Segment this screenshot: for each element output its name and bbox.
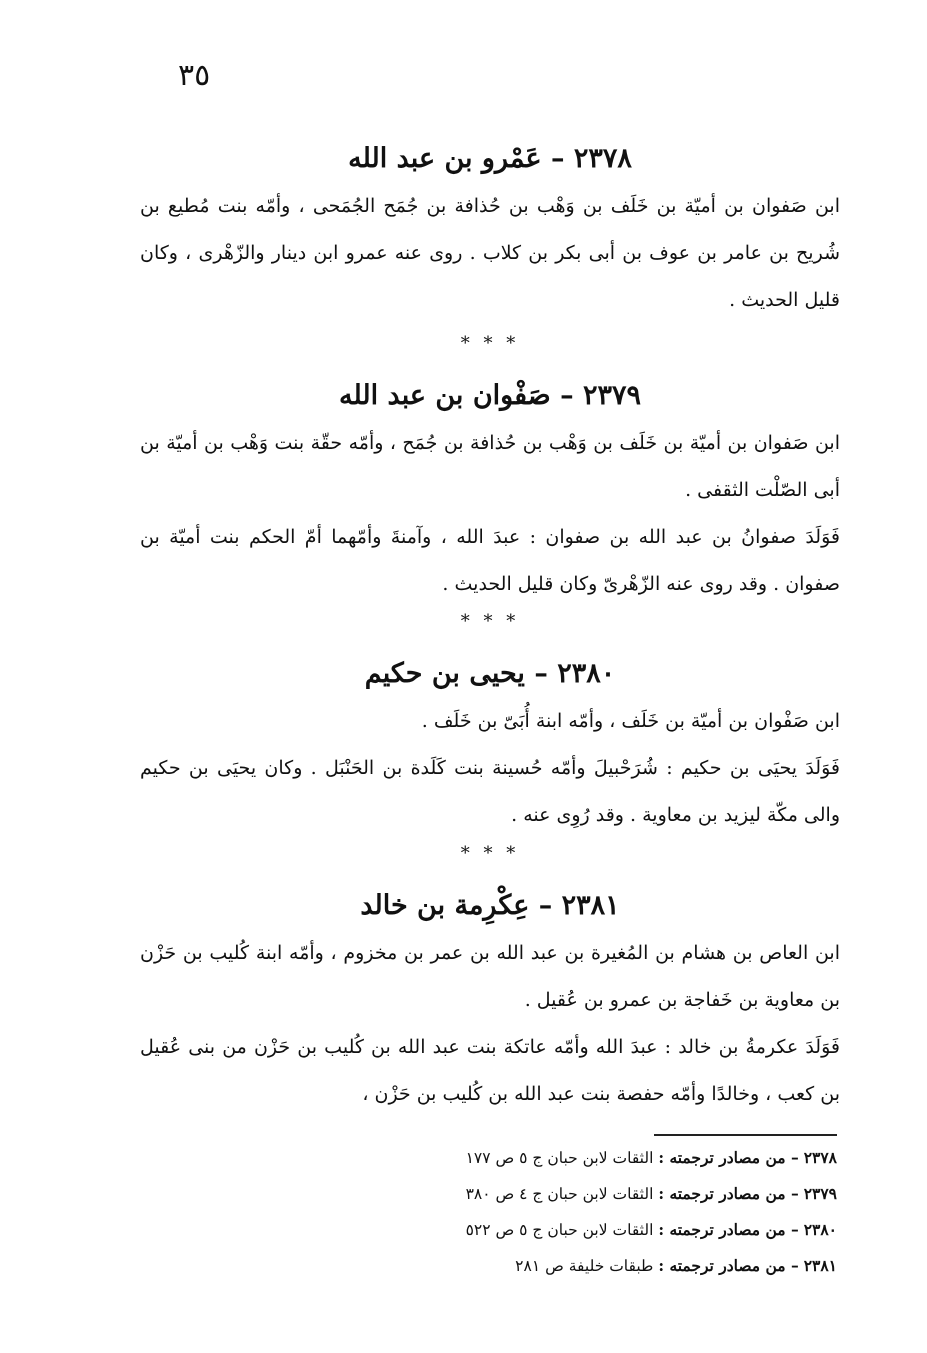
entry-2378	[140, 135, 840, 324]
footnote-row	[300, 1140, 837, 1176]
separator-stars: * * *	[460, 333, 520, 354]
footnote-label: – من مصادر ترجمته :	[658, 1148, 799, 1167]
footnote-text: الثقات لابن حبان ج ٥ ص ٥٢٢	[465, 1221, 654, 1239]
separator	[140, 836, 840, 872]
footnote-number: ٢٣٨١	[803, 1256, 837, 1275]
entry-paragraph: ابن العاص بن هشام بن المُغيرة بن عبد الله بن عمر بن مخزوم ، وأمّه ابنة كُليب بن حَزْن بن معاوية بن خَفاجة بن عمرو بن عُقيل .	[140, 942, 840, 1011]
footnote-row	[300, 1212, 837, 1248]
entry-paragraph: ابن صَفوان بن أميّة بن خَلَف بن وَهْب بن حُذافة بن جُمَح ، وأمّه حقّة بنت وَهْب بن أميّة بن أبى الصّلْت الثقفى .	[140, 432, 840, 501]
footnote-label: – من مصادر ترجمته :	[658, 1256, 799, 1275]
entry-2380	[140, 650, 840, 839]
footnote-number: ٢٣٧٨	[803, 1148, 837, 1167]
entry-paragraph: فَوَلَدَ يحيَى بن حكيم : شُرَحْبيلَ وأمّه حُسينة بنت كَلَدة بن الحَنْبَل . وكان يحيَى بن حكيم والى مكّة ليزيد بن معاوية . وقد رُوِى عنه .	[140, 757, 840, 826]
footnote-row	[300, 1248, 837, 1284]
entry-paragraph: ابن صَفْوان بن أميّة بن خَلَف ، وأمّه ابنة أُبَىّ بن خَلَف .	[421, 710, 840, 732]
entry-2381	[140, 882, 840, 1118]
entry-paragraph: ابن صَفوان بن أميّة بن خَلَف بن وَهْب بن حُذافة بن جُمَح الجُمَحى ، وأمّه بنت مُطيع بن شُريح بن عامر بن عوف بن أبى بكر بن كلاب . روى عنه عمرو ابن دينار والزّهْرى ، وكان قليل الحديث .	[140, 195, 840, 311]
entry-heading: ٢٣٨٠ – يحيى بن حكيم	[364, 658, 616, 689]
entry-paragraph: فَوَلَدَ عكرمةُ بن خالد : عبدَ الله وأمّه عاتكة بنت عبد الله بن كُليب بن حَزْن من بنى عُقيل بن كعب ، وخالدًا وأمّه حفصة بنت عبد الله بن كُليب بن حَزْن ،	[140, 1036, 840, 1105]
footnote-text: الثقات لابن حبان ج ٤ ص ٣٨٠	[465, 1185, 654, 1203]
entry-2379	[140, 372, 840, 608]
page-number: ٣٥	[178, 58, 211, 93]
separator	[140, 604, 840, 640]
entry-heading: ٢٣٧٨ – عَمْرو بن عبد الله	[348, 143, 632, 174]
footnotes	[300, 1140, 837, 1284]
footnote-label: – من مصادر ترجمته :	[658, 1220, 799, 1239]
footnote-rule	[654, 1134, 837, 1136]
entry-heading: ٢٣٧٩ – صَفْوان بن عبد الله	[338, 380, 642, 411]
footnote-number: ٢٣٨٠	[803, 1220, 837, 1239]
separator-stars: * * *	[460, 843, 520, 864]
separator	[140, 326, 840, 362]
footnote-number: ٢٣٧٩	[803, 1184, 837, 1203]
footnote-row	[300, 1176, 837, 1212]
footnote-text: طبقات خليفة ص ٢٨١	[515, 1257, 654, 1275]
entry-paragraph: فَوَلَدَ صفوانُ بن عبد الله بن صفوان : عبدَ الله ، وآمنةَ وأمّهما أمّ الحكم بنت أميّة بن صفوان . وقد روى عنه الزّهْرىّ وكان قليل الحديث .	[140, 526, 840, 595]
footnote-label: – من مصادر ترجمته :	[658, 1184, 799, 1203]
footnote-text: الثقات لابن حبان ج ٥ ص ١٧٧	[465, 1149, 654, 1167]
entry-heading: ٢٣٨١ – عِكْرِمة بن خالد	[360, 890, 620, 921]
separator-stars: * * *	[460, 611, 520, 632]
